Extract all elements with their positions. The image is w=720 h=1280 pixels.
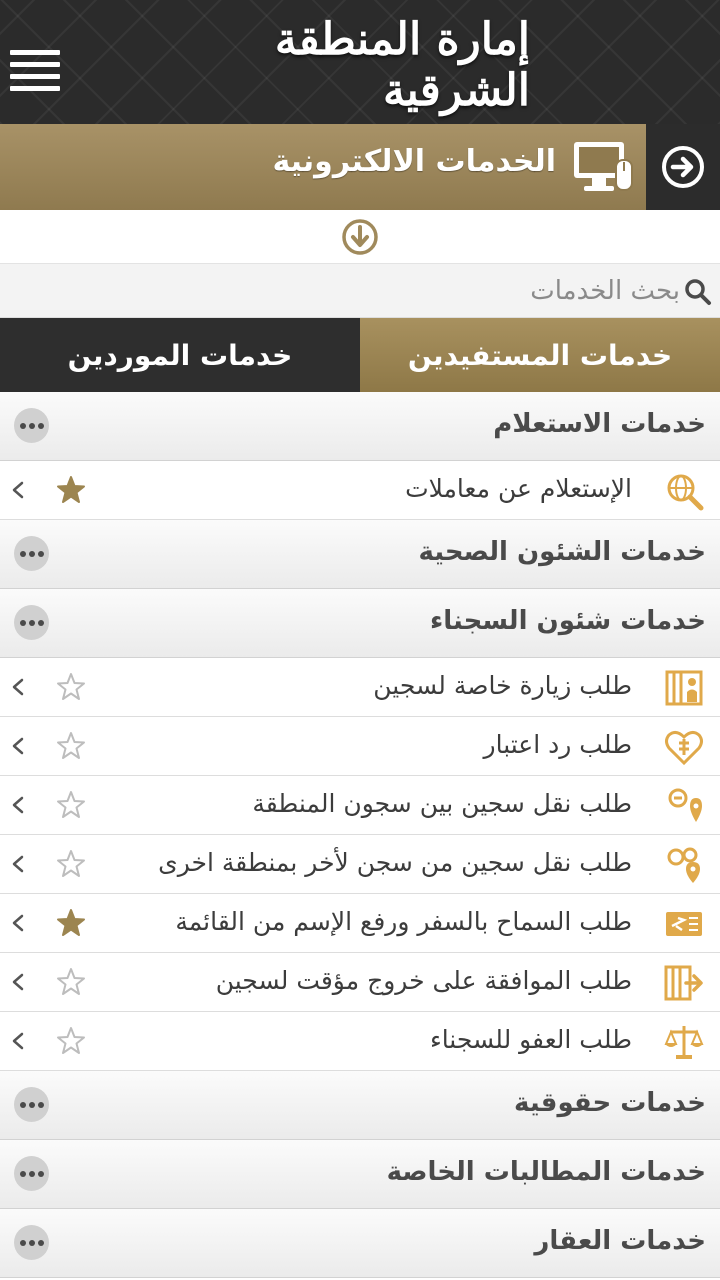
top-bar (0, 0, 720, 124)
search-input[interactable] (20, 270, 680, 312)
more-options-icon[interactable] (14, 1087, 49, 1122)
service-label: طلب زيارة خاصة لسجين (373, 671, 632, 700)
tab-beneficiaries-services[interactable]: خدمات المستفيدين (360, 318, 720, 392)
eservices-title: الخدمات الالكترونية (272, 144, 556, 179)
more-options-icon[interactable] (14, 605, 49, 640)
chevron-left-icon (10, 796, 26, 814)
service-item[interactable] (0, 1012, 720, 1071)
prison-visit-icon (664, 668, 704, 708)
service-label: طلب السماح بالسفر ورفع الإسم من القائمة (175, 907, 632, 936)
computer-icon (572, 138, 634, 196)
tab-suppliers-services[interactable]: خدمات الموردين (0, 318, 360, 392)
category-title: خدمات حقوقية (514, 1088, 706, 1118)
justice-scale-icon (664, 1022, 704, 1062)
emirate-logo: إمارة المنطقة الشرقية (274, 14, 530, 116)
service-item[interactable] (0, 894, 720, 953)
more-options-icon[interactable] (14, 408, 49, 443)
category-header[interactable] (0, 1209, 720, 1278)
chevron-left-icon (10, 481, 26, 499)
search-bar (0, 264, 720, 318)
search-globe-icon (664, 471, 704, 511)
arrow-down-circle-icon[interactable] (341, 218, 379, 256)
service-label: طلب رد اعتبار (483, 730, 632, 759)
services-list (0, 392, 720, 1278)
more-options-icon[interactable] (14, 1156, 49, 1191)
category-header[interactable] (0, 1140, 720, 1209)
star-outline-icon[interactable] (56, 967, 86, 997)
service-item[interactable] (0, 776, 720, 835)
more-options-icon[interactable] (14, 536, 49, 571)
transfer-region-icon (664, 845, 704, 885)
service-item[interactable] (0, 717, 720, 776)
chevron-left-icon (10, 737, 26, 755)
chevron-left-icon (10, 678, 26, 696)
category-title: خدمات شئون السجناء (429, 606, 706, 636)
category-header[interactable] (0, 1071, 720, 1140)
back-button[interactable] (646, 124, 720, 210)
chevron-left-icon (10, 914, 26, 932)
star-outline-icon[interactable] (56, 672, 86, 702)
star-outline-icon[interactable] (56, 731, 86, 761)
star-outline-icon[interactable] (56, 790, 86, 820)
eservices-header (0, 124, 720, 210)
star-outline-icon[interactable] (56, 849, 86, 879)
star-outline-icon[interactable] (56, 1026, 86, 1056)
category-title: خدمات الاستعلام (493, 409, 706, 439)
transfer-location-icon (664, 786, 704, 826)
service-item[interactable] (0, 835, 720, 894)
chevron-left-icon (10, 973, 26, 991)
service-label: الإستعلام عن معاملات (405, 474, 632, 503)
chevron-left-icon (10, 1032, 26, 1050)
service-label: طلب العفو للسجناء (429, 1025, 632, 1054)
category-header[interactable] (0, 520, 720, 589)
service-label: طلب نقل سجين بين سجون المنطقة (252, 789, 632, 818)
heart-restore-icon (664, 727, 704, 767)
category-header[interactable] (0, 392, 720, 461)
service-tabs (0, 318, 720, 392)
travel-ticket-icon (664, 904, 704, 944)
arrow-right-circle-icon (661, 145, 705, 189)
search-icon (684, 278, 712, 306)
service-item[interactable] (0, 953, 720, 1012)
temporary-exit-icon (664, 963, 704, 1003)
more-options-icon[interactable] (14, 1225, 49, 1260)
chevron-left-icon (10, 855, 26, 873)
service-item[interactable] (0, 461, 720, 520)
menu-hamburger-icon[interactable] (10, 50, 62, 92)
category-title: خدمات الشئون الصحية (418, 537, 706, 567)
star-filled-icon[interactable] (56, 475, 86, 505)
category-header[interactable] (0, 589, 720, 658)
collapse-row (0, 210, 720, 264)
service-item[interactable] (0, 658, 720, 717)
service-label: طلب نقل سجين من سجن لأخر بمنطقة اخرى (158, 848, 632, 877)
category-title: خدمات العقار (534, 1226, 706, 1256)
star-filled-icon[interactable] (56, 908, 86, 938)
category-title: خدمات المطالبات الخاصة (386, 1157, 706, 1187)
service-label: طلب الموافقة على خروج مؤقت لسجين (215, 966, 632, 995)
